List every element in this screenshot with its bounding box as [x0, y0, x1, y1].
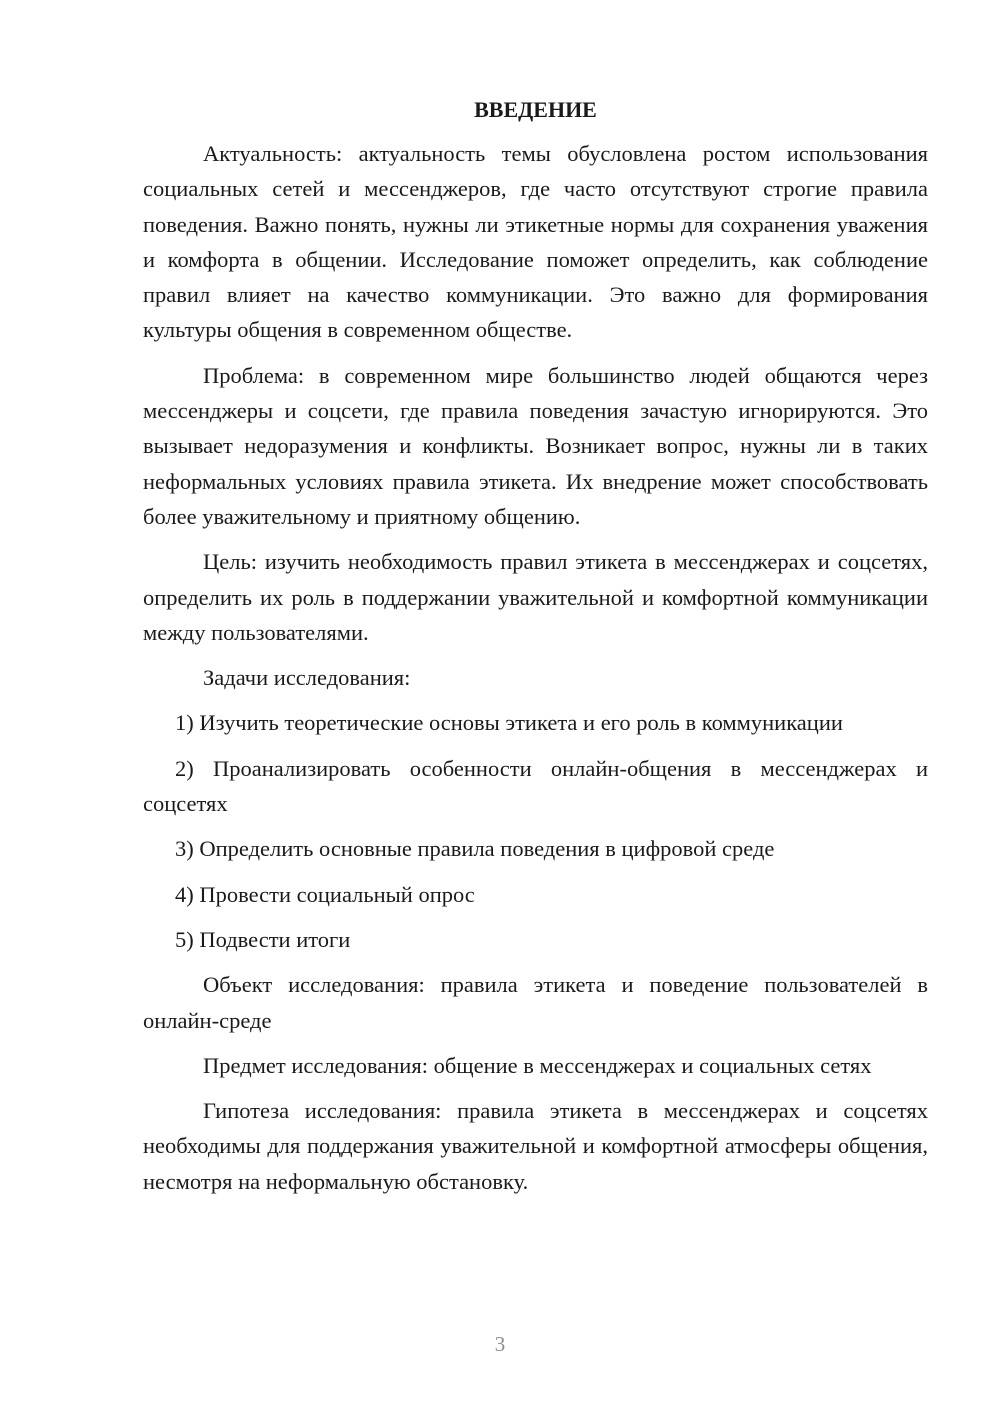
document-page [143, 92, 928, 1209]
paragraph-hypothesis: Гипотеза исследования: правила этикета в мессенджерах и соцсетях необходимы для поддержания уважительной и комфортной атмосферы общения, несмотря на неформальную обстановку. [143, 1098, 928, 1194]
task-item-1: 1) Изучить теоретические основы этикета и его роль в коммуникации [175, 710, 843, 736]
task-item-3: 3) Определить основные правила поведения в цифровой среде [175, 836, 775, 862]
paragraph-goal: Цель: изучить необходимость правил этикета в мессенджерах и соцсетях, определить их роль в поддержании уважительной и комфортной коммуникации между пользователями. [143, 549, 928, 645]
paragraph-problem: Проблема: в современном мире большинство людей общаются через мессенджеры и соцсети, где правила поведения зачастую игнорируются. Это вызывает недоразумения и конфликты. Возникает вопрос, нужны ли в таких неформальных условиях правила этикета. Их внедрение может способствовать более уважительному и приятному общению. [143, 362, 928, 529]
task-item-5: 5) Подвести итоги [175, 926, 351, 952]
task-item-2: 2) Проанализировать особенности онлайн-общения в мессенджерах и соцсетях [143, 755, 928, 817]
paragraph-relevance: Актуальность: актуальность темы обусловлена ростом использования социальных сетей и мессенджеров, где часто отсутствуют строгие правила поведения. Важно понять, нужны ли этикетные нормы для сохранения уважения и комфорта в общении. Исследование поможет определить, как соблюдение правил влияет на качество коммуникации. Это важно для формирования культуры общения в современном обществе. [143, 141, 928, 343]
paragraph-subject: Предмет исследования: общение в мессенджерах и социальных сетях [203, 1052, 872, 1078]
tasks-heading: Задачи исследования: [203, 665, 411, 691]
page-number: 3 [494, 1332, 506, 1356]
task-item-4: 4) Провести социальный опрос [175, 881, 475, 907]
section-title: ВВЕДЕНИЕ [474, 97, 597, 122]
paragraph-object: Объект исследования: правила этикета и поведение пользователей в онлайн-среде [143, 972, 928, 1033]
